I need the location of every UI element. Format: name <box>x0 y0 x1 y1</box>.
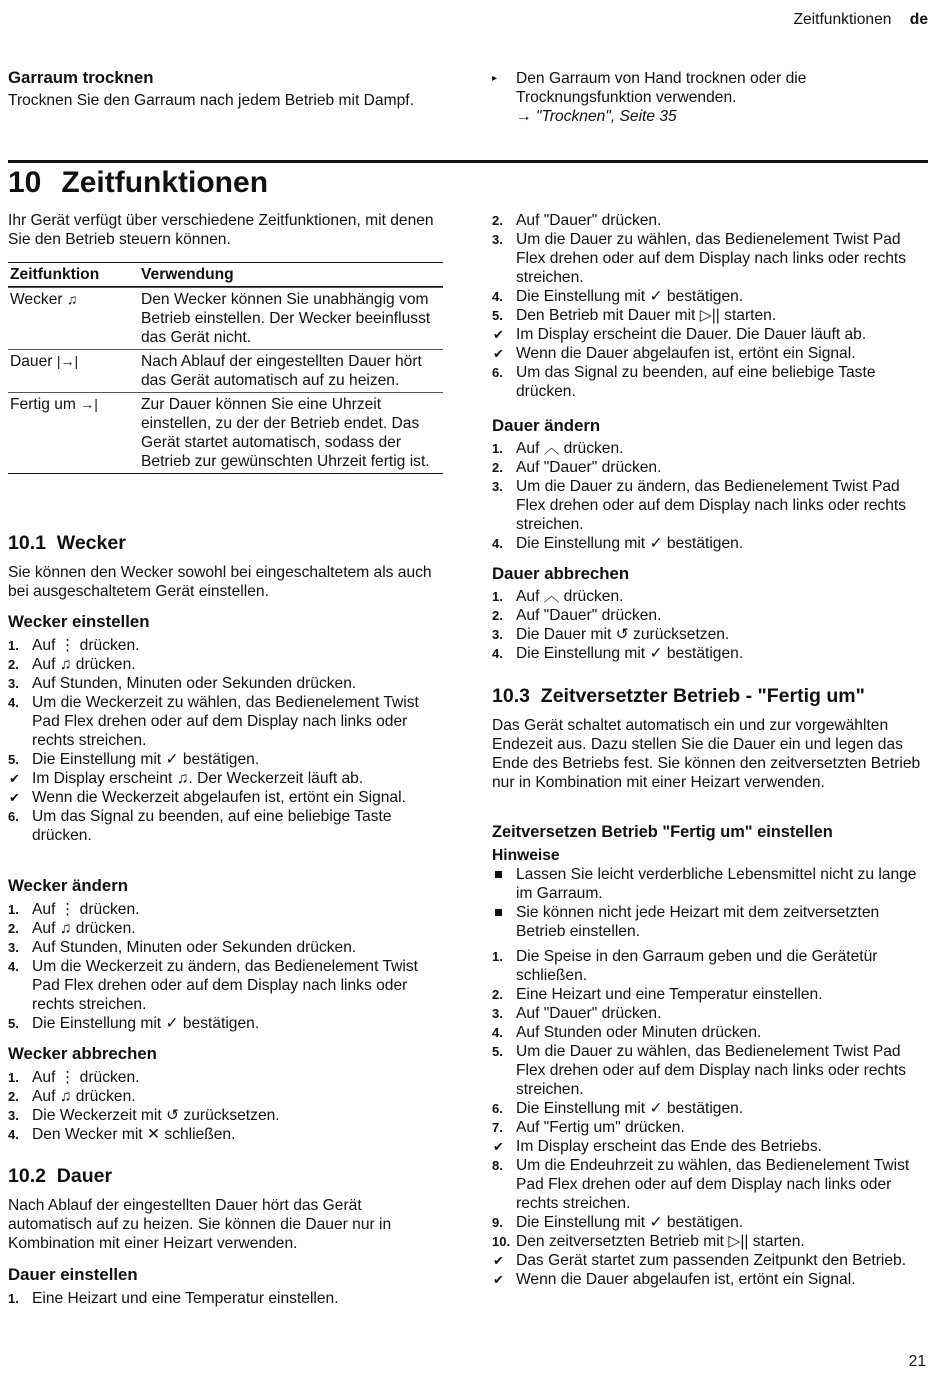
step-number: 3. <box>492 1006 503 1021</box>
step-text: Wenn die Dauer abgelaufen ist, ertönt ein Signal. <box>516 1271 856 1288</box>
step-number: 6. <box>492 365 503 380</box>
step-text: Auf Stunden, Minuten oder Sekunden drücken. <box>32 939 357 956</box>
step-text: Auf "Dauer" drücken. <box>516 212 662 229</box>
step-text: Auf Stunden, Minuten oder Sekunden drücken. <box>32 675 357 692</box>
step-text: Um die Dauer zu wählen, das Bedienelement Twist Pad Flex drehen oder auf dem Display nach links oder rechts streichen. <box>516 231 907 286</box>
page-number: 21 <box>908 1353 926 1370</box>
step-item <box>8 1289 433 1308</box>
table-header-row <box>8 263 443 287</box>
steps-dauer-abbrechen <box>492 587 917 663</box>
step-text: Den zeitversetzten Betrieb mit ▷|| starten. <box>516 1233 805 1250</box>
step-number: 1. <box>492 589 503 604</box>
step-text: Im Display erscheint ♫. Der Weckerzeit läuft ab. <box>32 770 364 787</box>
step-number: 3. <box>492 627 503 642</box>
notes-list <box>492 865 928 941</box>
dry-cavity-block <box>8 68 438 110</box>
step-text: Auf ⋮ drücken. <box>32 901 140 918</box>
header-section: Zeitfunktionen <box>793 11 892 28</box>
step-number: 9. <box>492 1215 503 1230</box>
step-item <box>492 606 917 625</box>
step-number: 4. <box>492 646 503 661</box>
checkmark-icon: ✔ <box>493 1272 504 1287</box>
step-item <box>492 625 917 644</box>
step-number: 1. <box>492 441 503 456</box>
table-cell: Fertig um <box>10 396 76 413</box>
subheading-wecker-aendern: Wecker ändern <box>8 876 129 895</box>
step-number: 3. <box>8 940 19 955</box>
step-text: Um das Signal zu beenden, auf eine beliebige Taste drücken. <box>516 364 876 400</box>
step-number: 2. <box>8 921 19 936</box>
chapter-number: 10 <box>8 166 42 199</box>
table-cell: Den Wecker können Sie unabhängig vom Betrieb einstellen. Der Wecker beeinflusst das Gerät nicht. <box>141 291 431 346</box>
step-text: Die Weckerzeit mit ↺ zurücksetzen. <box>32 1107 280 1124</box>
action-item: ▸ Den Garraum von Hand trocknen oder die Trocknungsfunktion verwenden. <box>492 70 807 106</box>
step-text: Auf ︿ drücken. <box>516 588 624 605</box>
cross-reference[interactable]: → "Trocknen", Seite 35 <box>516 108 677 125</box>
step-text: Die Einstellung mit ✓ bestätigen. <box>32 1015 260 1032</box>
step-item <box>8 919 433 938</box>
table-header: Zeitfunktion <box>10 266 100 283</box>
step-number: 4. <box>492 1025 503 1040</box>
result-item <box>8 788 444 807</box>
checkmark-icon: ✔ <box>9 790 20 805</box>
step-item <box>492 1156 928 1213</box>
step-number: 6. <box>8 809 19 824</box>
step-number: 4. <box>8 959 19 974</box>
step-text: Die Speise in den Garraum geben und die Gerätetür schließen. <box>516 948 878 984</box>
table-cell: Wecker <box>10 291 63 308</box>
step-item <box>8 693 444 750</box>
step-item <box>8 1068 433 1087</box>
step-item <box>8 674 444 693</box>
section-title-wecker: 10.1 Wecker <box>8 532 126 554</box>
table-cell: Nach Ablauf der eingestellten Dauer hört das Gerät automatisch auf zu heizen. <box>141 353 422 389</box>
table-row <box>8 392 443 473</box>
step-text: Die Einstellung mit ✓ bestätigen. <box>32 751 260 768</box>
step-text: Das Gerät startet zum passenden Zeitpunkt den Betrieb. <box>516 1252 907 1269</box>
step-number: 10. <box>492 1234 511 1249</box>
step-text: Um die Weckerzeit zu wählen, das Bedienelement Twist Pad Flex drehen oder auf dem Display nach links oder rechts streichen. <box>32 694 419 749</box>
result-item <box>492 1270 928 1289</box>
step-text: Auf ♫ drücken. <box>32 656 136 673</box>
step-number: 1. <box>492 949 503 964</box>
checkmark-icon: ✔ <box>493 1139 504 1154</box>
step-text: Auf ♫ drücken. <box>32 920 136 937</box>
table-cell: Zur Dauer können Sie eine Uhrzeit einstellen, zu der der Betrieb endet. Das Gerät startet automatisch, sodass der Betrieb zur gewünschten Uhrzeit fertig ist. <box>141 396 430 470</box>
step-number: 5. <box>8 1016 19 1031</box>
step-item <box>492 363 928 401</box>
step-number: 5. <box>492 1044 503 1059</box>
step-text: Auf ︿ drücken. <box>516 440 624 457</box>
step-text: Die Einstellung mit ✓ bestätigen. <box>516 1214 744 1231</box>
step-text: Die Einstellung mit ✓ bestätigen. <box>516 1100 744 1117</box>
step-text: Die Einstellung mit ✓ bestätigen. <box>516 288 744 305</box>
time-functions-table <box>8 262 443 474</box>
step-item <box>492 1042 928 1099</box>
step-item <box>8 1106 433 1125</box>
checkmark-icon: ✔ <box>493 327 504 342</box>
section-title-fertig-um: 10.3 Zeitversetzter Betrieb - "Fertig um" <box>492 685 865 707</box>
step-text: Um die Dauer zu wählen, das Bedienelement Twist Pad Flex drehen oder auf dem Display nach links oder rechts streichen. <box>516 1043 907 1098</box>
step-text: Auf "Dauer" drücken. <box>516 1005 662 1022</box>
step-number: 2. <box>492 460 503 475</box>
step-item <box>492 587 917 606</box>
step-item <box>8 1087 433 1106</box>
steps-dauer-einstellen-left <box>8 1289 433 1308</box>
step-item <box>8 1125 433 1144</box>
step-item <box>8 636 444 655</box>
table-cell: Dauer <box>10 353 53 370</box>
subheading-fertig-um-einstellen: Zeitversetzen Betrieb "Fertig um" einstellen <box>492 823 833 841</box>
step-number: 1. <box>8 1070 19 1085</box>
step-item <box>8 1014 433 1033</box>
subheading-dauer-aendern: Dauer ändern <box>492 416 601 435</box>
step-item <box>8 900 433 919</box>
step-text: Auf "Fertig um" drücken. <box>516 1119 685 1136</box>
result-item <box>492 325 928 344</box>
step-item <box>492 947 928 985</box>
step-number: 2. <box>492 987 503 1002</box>
subheading-dauer-abbrechen: Dauer abbrechen <box>492 564 630 583</box>
step-text: Auf ♫ drücken. <box>32 1088 136 1105</box>
step-item <box>492 1023 928 1042</box>
step-item <box>8 807 444 845</box>
step-text: Um das Signal zu beenden, auf eine beliebige Taste drücken. <box>32 808 392 844</box>
dry-cavity-action <box>492 69 912 126</box>
section-intro-dauer: Nach Ablauf der eingestellten Dauer hört das Gerät automatisch auf zu heizen. Sie können die Dauer nur in Kombination mit einer Heizart verwenden. <box>8 1197 392 1252</box>
step-text: Die Dauer mit ↺ zurücksetzen. <box>516 626 730 643</box>
step-number: 8. <box>492 1158 503 1173</box>
result-item <box>492 1251 928 1270</box>
duration-icon: |→| <box>56 353 79 369</box>
section-title-dauer: 10.2 Dauer <box>8 1165 113 1187</box>
list-item: Lassen Sie leicht verderbliche Lebensmittel nicht zu lange im Garraum. <box>492 865 928 903</box>
step-number: 1. <box>8 638 19 653</box>
checkmark-icon: ✔ <box>493 1253 504 1268</box>
step-text: Die Einstellung mit ✓ bestätigen. <box>516 645 744 662</box>
bell-icon: ♫ <box>66 291 78 307</box>
step-number: 2. <box>492 213 503 228</box>
step-item <box>492 985 928 1004</box>
step-text: Eine Heizart und eine Temperatur einstellen. <box>516 986 823 1003</box>
step-text: Auf ⋮ drücken. <box>32 1069 140 1086</box>
step-item <box>492 1004 928 1023</box>
dry-cavity-title: Garraum trocknen <box>8 68 154 87</box>
steps-wecker-aendern <box>8 900 433 1033</box>
step-number: 7. <box>492 1120 503 1135</box>
table-row <box>8 287 443 349</box>
step-number: 5. <box>492 308 503 323</box>
step-text: Um die Endeuhrzeit zu wählen, das Bedienelement Twist Pad Flex drehen oder auf dem Display nach links oder rechts streichen. <box>516 1157 910 1212</box>
table-row <box>8 349 443 392</box>
subheading-wecker-abbrechen: Wecker abbrechen <box>8 1044 157 1063</box>
result-item <box>492 344 928 363</box>
step-number: 2. <box>492 608 503 623</box>
step-item <box>8 957 433 1014</box>
step-text: Um die Dauer zu ändern, das Bedienelement Twist Pad Flex drehen oder auf dem Display nach links oder rechts streichen. <box>516 478 907 533</box>
chapter-title: 10 Zeitfunktionen <box>8 166 269 199</box>
steps-wecker-abbrechen <box>8 1068 433 1144</box>
step-item <box>492 534 917 553</box>
step-number: 2. <box>8 1089 19 1104</box>
step-text: Die Einstellung mit ✓ bestätigen. <box>516 535 744 552</box>
step-text: Den Betrieb mit Dauer mit ▷|| starten. <box>516 307 777 324</box>
notes-title: Hinweise <box>492 847 560 864</box>
step-number: 4. <box>8 1127 19 1142</box>
step-number: 1. <box>8 1291 19 1306</box>
step-item <box>492 644 917 663</box>
steps-fertig-um <box>492 947 928 1289</box>
subheading-dauer-einstellen: Dauer einstellen <box>8 1265 138 1284</box>
checkmark-icon: ✔ <box>493 346 504 361</box>
square-bullet-icon <box>495 909 502 916</box>
step-text: Eine Heizart und eine Temperatur einstellen. <box>32 1290 339 1307</box>
step-text: Auf ⋮ drücken. <box>32 637 140 654</box>
step-item <box>492 439 917 458</box>
chapter-intro: Ihr Gerät verfügt über verschiedene Zeitfunktionen, mit denen Sie den Betrieb steuern können. <box>8 212 434 248</box>
step-text: Im Display erscheint das Ende des Betriebs. <box>516 1138 822 1155</box>
step-text: Auf "Dauer" drücken. <box>516 607 662 624</box>
step-item <box>492 1213 928 1232</box>
result-item <box>8 769 444 788</box>
step-text: Um die Weckerzeit zu ändern, das Bedienelement Twist Pad Flex drehen oder auf dem Display nach links oder rechts streichen. <box>32 958 418 1013</box>
section-intro-fertig-um: Das Gerät schaltet automatisch ein und zur vorgewählten Endezeit aus. Dazu stellen Sie die Dauer ein und legen das Ende des Betriebs fest. Sie können den zeitversetzten Betrieb nur in Kombination mit einer Heizart verwenden. <box>492 717 921 791</box>
steps-dauer-aendern <box>492 439 917 553</box>
result-item <box>492 1137 928 1156</box>
step-text: Im Display erscheint die Dauer. Die Dauer läuft ab. <box>516 326 867 343</box>
step-number: 5. <box>8 752 19 767</box>
square-bullet-icon <box>495 871 502 878</box>
step-number: 6. <box>492 1101 503 1116</box>
step-text: Wenn die Weckerzeit abgelaufen ist, ertönt ein Signal. <box>32 789 406 806</box>
step-item <box>8 750 444 769</box>
step-number: 3. <box>8 676 19 691</box>
list-item: Sie können nicht jede Heizart mit dem zeitversetzten Betrieb einstellen. <box>492 903 928 941</box>
section-intro-wecker: Sie können den Wecker sowohl bei eingeschaltetem als auch bei ausgeschaltetem Gerät einstellen. <box>8 564 432 600</box>
step-item <box>492 1118 928 1137</box>
end-time-icon: →| <box>80 396 98 412</box>
step-item <box>8 938 433 957</box>
step-item <box>492 287 928 306</box>
step-text: Wenn die Dauer abgelaufen ist, ertönt ein Signal. <box>516 345 856 362</box>
step-item <box>492 230 928 287</box>
step-item <box>492 211 928 230</box>
dry-cavity-text: Trocknen Sie den Garraum nach jedem Betrieb mit Dampf. <box>8 92 414 109</box>
step-item <box>492 1232 928 1251</box>
step-number: 3. <box>8 1108 19 1123</box>
step-item <box>492 306 928 325</box>
step-text: Auf Stunden oder Minuten drücken. <box>516 1024 762 1041</box>
running-header <box>793 10 928 30</box>
step-number: 4. <box>492 536 503 551</box>
step-number: 1. <box>8 902 19 917</box>
step-item <box>492 1099 928 1118</box>
step-number: 2. <box>8 657 19 672</box>
step-number: 3. <box>492 232 503 247</box>
step-number: 4. <box>8 695 19 710</box>
header-lang: de <box>909 11 928 28</box>
subheading-wecker-einstellen: Wecker einstellen <box>8 612 150 631</box>
step-item <box>492 458 917 477</box>
table-header: Verwendung <box>141 266 234 283</box>
step-item <box>8 655 444 674</box>
chapter-rule <box>8 160 928 163</box>
step-number: 3. <box>492 479 503 494</box>
arrow-bullet-icon: ▸ <box>492 73 498 84</box>
step-text: Den Wecker mit ✕ schließen. <box>32 1126 236 1143</box>
step-item <box>492 477 917 534</box>
checkmark-icon: ✔ <box>9 771 20 786</box>
steps-dauer-einstellen-right <box>492 211 928 401</box>
step-text: Auf "Dauer" drücken. <box>516 459 662 476</box>
step-number: 4. <box>492 289 503 304</box>
steps-wecker-einstellen <box>8 636 444 845</box>
